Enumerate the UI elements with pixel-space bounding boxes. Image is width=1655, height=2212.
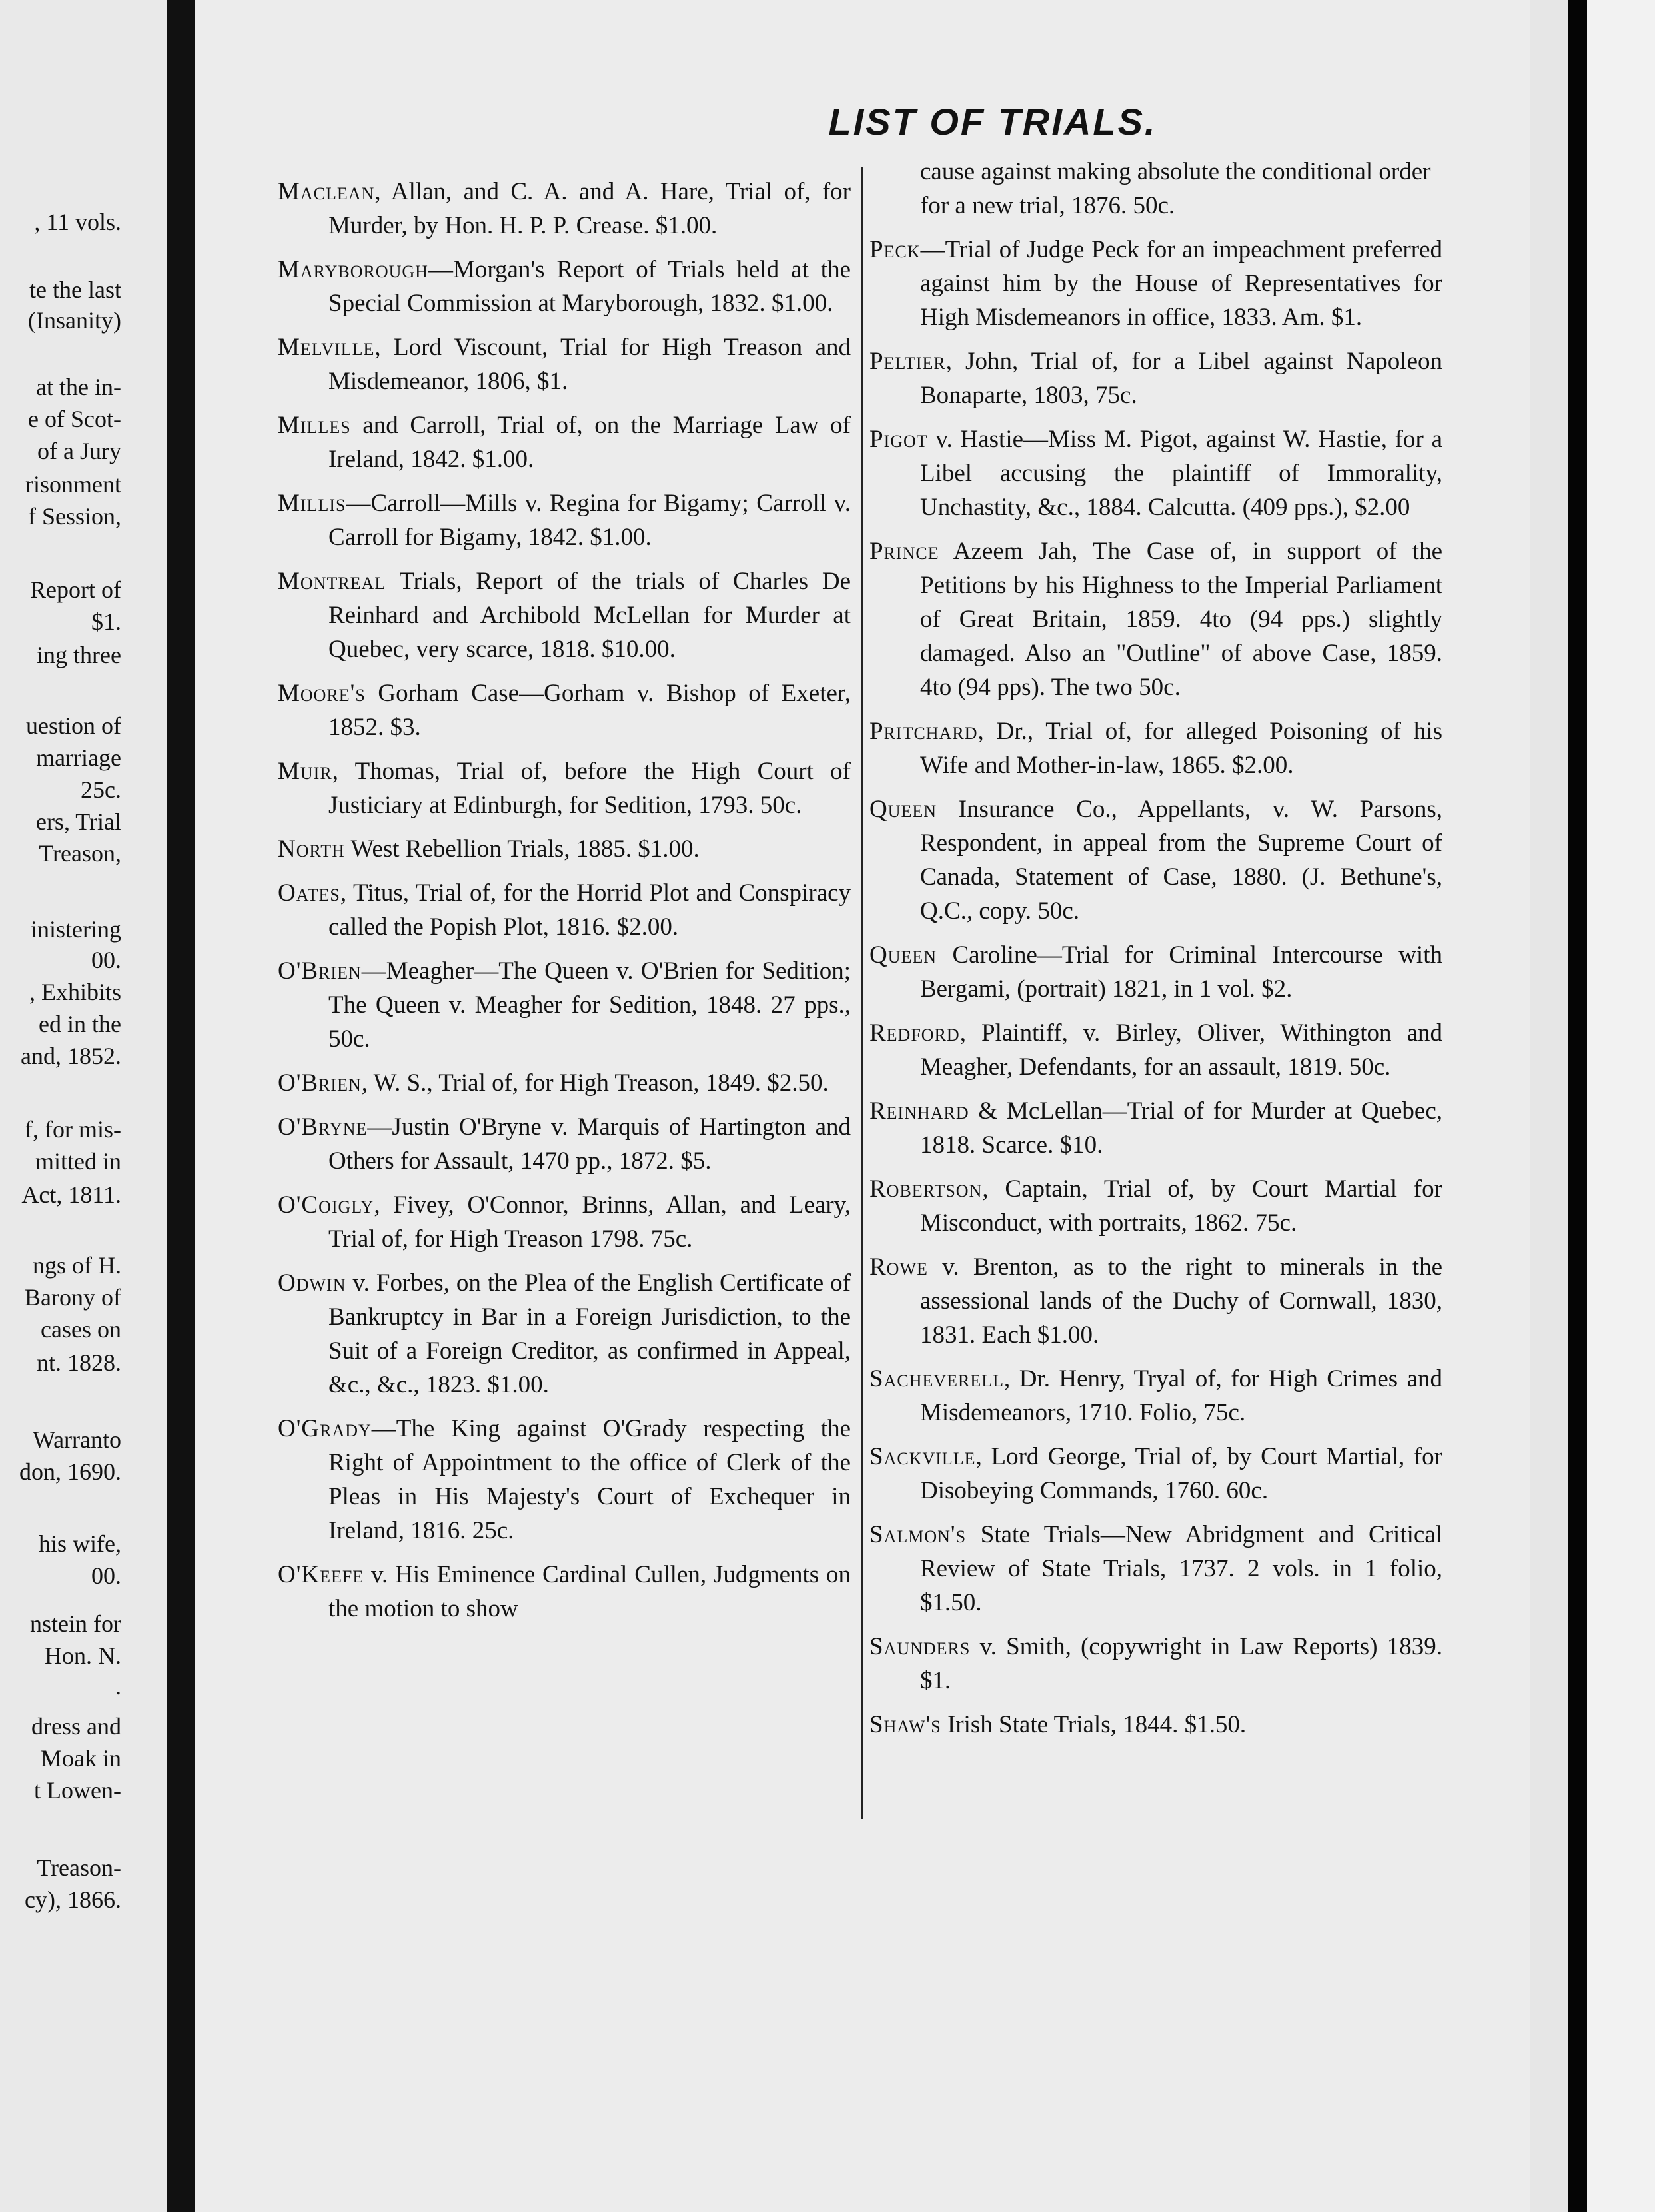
- trial-entry: [869, 1630, 1442, 1698]
- entry-heading: Queen: [869, 941, 937, 969]
- facing-page-line: cy), 1866.: [25, 1886, 121, 1913]
- trial-entry: [869, 1016, 1442, 1084]
- trial-entry: [278, 564, 851, 666]
- entry-heading: Robertson: [869, 1175, 983, 1203]
- facing-page-line: and, 1852.: [21, 1043, 121, 1069]
- entry-description: v. His Eminence Cardinal Cullen, Judgments on the motion to show: [328, 1561, 851, 1622]
- entry-heading: Pigot: [869, 426, 928, 453]
- column-divider: [861, 167, 863, 1819]
- facing-page-line: t Lowen-: [34, 1777, 121, 1804]
- entry-description: Insurance Co., Appellants, v. W. Parsons, Respondent, in appeal from the Supreme Court of Canada, Statement of Case, 1880. (J. Bethune's, Q.C., copy. 50c.: [920, 796, 1442, 925]
- facing-page-line: Barony of: [25, 1284, 121, 1311]
- trial-entry: [278, 1188, 851, 1256]
- facing-page-line: 00.: [91, 1562, 121, 1589]
- facing-page-line: at the in-: [36, 374, 121, 400]
- entry-heading: Melville: [278, 334, 375, 361]
- facing-page-line: inistering: [31, 916, 121, 943]
- entry-heading: Muir: [278, 758, 332, 785]
- entry-heading: Shaw's: [869, 1711, 941, 1738]
- entry-description: , Dr. Henry, Tryal of, for High Crimes and Misdemeanors, 1710. Folio, 75c.: [920, 1365, 1442, 1426]
- trial-entry: [869, 714, 1442, 782]
- entry-heading: Prince: [869, 538, 939, 565]
- facing-page-line: uestion of: [26, 712, 121, 739]
- trial-entry: [869, 1094, 1442, 1162]
- facing-page-line: ngs of H.: [33, 1252, 121, 1279]
- facing-page-line: nstein for: [30, 1610, 121, 1637]
- entry-description: Caroline—Trial for Criminal Intercourse with Bergami, (portrait) 1821, in 1 vol. $2.: [920, 941, 1442, 1003]
- trial-entry: [278, 486, 851, 554]
- entry-heading: Salmon's: [869, 1521, 967, 1548]
- entry-heading: North: [278, 835, 345, 863]
- entry-heading: Oates: [278, 879, 340, 907]
- trial-entry: [278, 408, 851, 476]
- entry-heading: Maryborough: [278, 256, 428, 283]
- entry-heading: O'Brien: [278, 1069, 362, 1097]
- entry-heading: O'Keefe: [278, 1561, 364, 1588]
- entry-heading: Pritchard: [869, 718, 978, 745]
- facing-page-line: don, 1690.: [19, 1458, 121, 1485]
- facing-page-line: marriage: [36, 744, 121, 771]
- left-column: [278, 175, 851, 1636]
- facing-page-line: Act, 1811.: [21, 1181, 121, 1208]
- trial-entry: [869, 1250, 1442, 1352]
- entry-description: , Titus, Trial of, for the Horrid Plot and Conspiracy called the Popish Plot, 1816. $2.00.: [328, 879, 851, 941]
- trial-entry: [869, 1518, 1442, 1620]
- entry-heading: Queen: [869, 796, 937, 823]
- catalog-page: [195, 0, 1564, 2212]
- facing-page-line: ers, Trial: [35, 808, 121, 835]
- trial-entry: [278, 1266, 851, 1402]
- entry-heading: Sacheverell: [869, 1365, 1004, 1392]
- facing-page-line: $1.: [91, 608, 121, 635]
- continued-entry-text: cause against making absolute the conditional order for a new trial, 1876. 50c.: [920, 158, 1431, 219]
- trial-entry: [869, 422, 1442, 524]
- entry-description: v. Hastie—Miss M. Pigot, against W. Hastie, for a Libel accusing the plaintiff of Immorality, Unchastity, &c., 1884. Calcutta. (409 pps.), $2.00: [920, 426, 1442, 521]
- entry-description: , Lord George, Trial of, by Court Martial, for Disobeying Commands, 1760. 60c.: [920, 1443, 1442, 1504]
- trial-entry: [869, 534, 1442, 704]
- entry-heading: Odwin: [278, 1269, 346, 1297]
- entry-description: , Thomas, Trial of, before the High Court of Justiciary at Edinburgh, for Sedition, 1793. 50c.: [328, 758, 851, 819]
- trial-entry: [278, 1110, 851, 1178]
- facing-page-line: nt. 1828.: [36, 1349, 121, 1376]
- entry-description: —Meagher—The Queen v. O'Brien for Sedition; The Queen v. Meagher for Sedition, 1848. 27 pps., 50c.: [328, 957, 851, 1053]
- trial-entry: [278, 330, 851, 398]
- facing-page-line: 25c.: [81, 776, 121, 803]
- entry-description: , Dr., Trial of, for alleged Poisoning of his Wife and Mother-in-law, 1865. $2.00.: [920, 718, 1442, 779]
- entry-heading: Redford: [869, 1019, 960, 1047]
- trial-entry: [869, 938, 1442, 1006]
- facing-page-line: Treason,: [39, 840, 121, 867]
- facing-page-line: 00.: [91, 947, 121, 973]
- trial-entry: [869, 1708, 1442, 1742]
- facing-page-line: .: [115, 1673, 121, 1700]
- trial-entry: [869, 1172, 1442, 1240]
- entry-description: Azeem Jah, The Case of, in support of the Petitions by his Highness to the Imperial Parliament of Great Britain, 1859. 4to (94 pps.) slightly damaged. Also an "Outline" of above Case, 1859. 4to (94 pps). The two 50c.: [920, 538, 1442, 701]
- facing-page-line: te the last: [29, 276, 121, 303]
- facing-page-line: e of Scot-: [28, 406, 121, 432]
- entry-description: , Plaintiff, v. Birley, Oliver, Withington and Meagher, Defendants, for an assault, 1819. 50c.: [920, 1019, 1442, 1081]
- entry-heading: Montreal: [278, 568, 386, 595]
- entry-description: v. Smith, (copywright in Law Reports) 1839. $1.: [920, 1633, 1442, 1694]
- facing-page-line: (Insanity): [28, 307, 121, 334]
- facing-page-line: dress and: [31, 1713, 121, 1740]
- entry-description: Gorham Case—Gorham v. Bishop of Exeter, 1852. $3.: [328, 680, 851, 741]
- entry-description: Trials, Report of the trials of Charles De Reinhard and Archibold McLellan for Murder at Quebec, very scarce, 1818. $10.00.: [328, 568, 851, 663]
- entry-description: —Justin O'Bryne v. Marquis of Hartington and Others for Assault, 1470 pp., 1872. $5.: [328, 1113, 851, 1175]
- entry-description: , Allan, and C. A. and A. Hare, Trial of, for Murder, by Hon. H. P. P. Crease. $1.00.: [328, 178, 851, 239]
- trial-entry: [869, 233, 1442, 334]
- entry-description: West Rebellion Trials, 1885. $1.00.: [344, 835, 700, 863]
- facing-page-line: , 11 vols.: [34, 209, 121, 235]
- entry-description: , W. S., Trial of, for High Treason, 1849. $2.50.: [361, 1069, 829, 1097]
- entry-heading: Peck: [869, 236, 921, 263]
- entry-heading: Peltier: [869, 348, 946, 375]
- trial-entry: [278, 676, 851, 744]
- entry-description: State Trials—New Abridgment and Critical Review of State Trials, 1737. 2 vols. in 1 folio, $1.50.: [920, 1521, 1442, 1616]
- entry-description: , John, Trial of, for a Libel against Napoleon Bonaparte, 1803, 75c.: [920, 348, 1442, 409]
- next-page-edge-right: [1587, 0, 1655, 2212]
- entry-heading: O'Brien: [278, 957, 362, 985]
- trial-entry: [278, 253, 851, 320]
- entry-heading: Reinhard: [869, 1097, 969, 1125]
- trial-entry: [278, 754, 851, 822]
- entry-heading: Saunders: [869, 1633, 971, 1660]
- trial-entry: [278, 832, 851, 866]
- facing-page-line: ed in the: [39, 1011, 121, 1037]
- page-edge-shadow: [1568, 0, 1587, 2212]
- entry-description: —Carroll—Mills v. Regina for Bigamy; Carroll v. Carroll for Bigamy, 1842. $1.00.: [328, 490, 851, 551]
- facing-page-line: f, for mis-: [25, 1116, 121, 1143]
- entry-description: —Trial of Judge Peck for an impeachment preferred against him by the House of Representatives for High Misdemeanors in office, 1833. Am. $1.: [920, 236, 1442, 331]
- facing-page-line: risonment: [25, 471, 121, 498]
- facing-page-line: f Session,: [27, 503, 121, 530]
- entry-description: Irish State Trials, 1844. $1.50.: [941, 1711, 1247, 1738]
- facing-page-line: ing three: [37, 642, 121, 668]
- facing-page-line: , Exhibits: [29, 979, 121, 1005]
- facing-page-line: Hon. N.: [45, 1642, 121, 1669]
- entry-description: —Morgan's Report of Trials held at the Special Commission at Maryborough, 1832. $1.00.: [328, 256, 851, 317]
- next-page-edge: [1530, 0, 1568, 2212]
- entry-heading: Sackville: [869, 1443, 976, 1470]
- entry-heading: O'Bryne: [278, 1113, 368, 1141]
- facing-page-line: mitted in: [35, 1148, 121, 1175]
- facing-page-line: Warranto: [32, 1426, 121, 1453]
- entry-heading: Rowe: [869, 1253, 928, 1281]
- entry-description: & McLellan—Trial of for Murder at Quebec, 1818. Scarce. $10.: [920, 1097, 1442, 1159]
- facing-page-line: his wife,: [39, 1530, 121, 1557]
- entry-description: and Carroll, Trial of, on the Marriage Law of Ireland, 1842. $1.00.: [328, 412, 851, 473]
- page-title: LIST OF TRIALS.: [828, 101, 1157, 143]
- entry-heading: O'Grady: [278, 1415, 372, 1442]
- trial-entry: [278, 1066, 851, 1100]
- entry-description: —The King against O'Grady respecting the Right of Appointment to the office of Clerk of the Pleas in His Majesty's Court of Exchequer in Ireland, 1816. 25c.: [328, 1415, 851, 1544]
- right-column: [869, 155, 1442, 1752]
- entry-description: , Lord Viscount, Trial for High Treason and Misdemeanor, 1806, $1.: [328, 334, 851, 395]
- trial-entry: [869, 344, 1442, 412]
- trial-entry: [278, 175, 851, 243]
- trial-entry: [869, 792, 1442, 928]
- entry-description: , Fivey, O'Connor, Brinns, Allan, and Leary, Trial of, for High Treason 1798. 75c.: [328, 1191, 851, 1253]
- trial-entry: [278, 954, 851, 1056]
- trial-entry: [278, 876, 851, 944]
- entry-description: v. Brenton, as to the right to minerals in the assessional lands of the Duchy of Cornwall, 1830, 1831. Each $1.00.: [920, 1253, 1442, 1349]
- facing-page-line: Treason-: [37, 1854, 121, 1881]
- facing-page-line: of a Jury: [37, 438, 121, 464]
- facing-page-line: cases on: [41, 1316, 121, 1343]
- facing-page-line: Report of: [30, 576, 121, 603]
- facing-page-fragment: [0, 0, 167, 2212]
- page-gutter: [167, 0, 195, 2212]
- entry-heading: Moore's: [278, 680, 366, 707]
- entry-heading: Millis: [278, 490, 346, 517]
- facing-page-line: Moak in: [41, 1745, 121, 1772]
- trial-entry: [278, 1558, 851, 1626]
- entry-description: , Captain, Trial of, by Court Martial for Misconduct, with portraits, 1862. 75c.: [920, 1175, 1442, 1237]
- entry-heading: Milles: [278, 412, 351, 439]
- trial-entry: [278, 1412, 851, 1548]
- trial-entry: [869, 1440, 1442, 1508]
- entry-description: v. Forbes, on the Plea of the English Certificate of Bankruptcy in Bar in a Foreign Jurisdiction, to the Suit of a Foreign Creditor, as confirmed in Appeal, &c., &c., 1823. $1.00.: [328, 1269, 851, 1398]
- entry-heading: O'Coigly: [278, 1191, 374, 1219]
- trial-entry: [869, 1362, 1442, 1430]
- entry-heading: Maclean: [278, 178, 375, 205]
